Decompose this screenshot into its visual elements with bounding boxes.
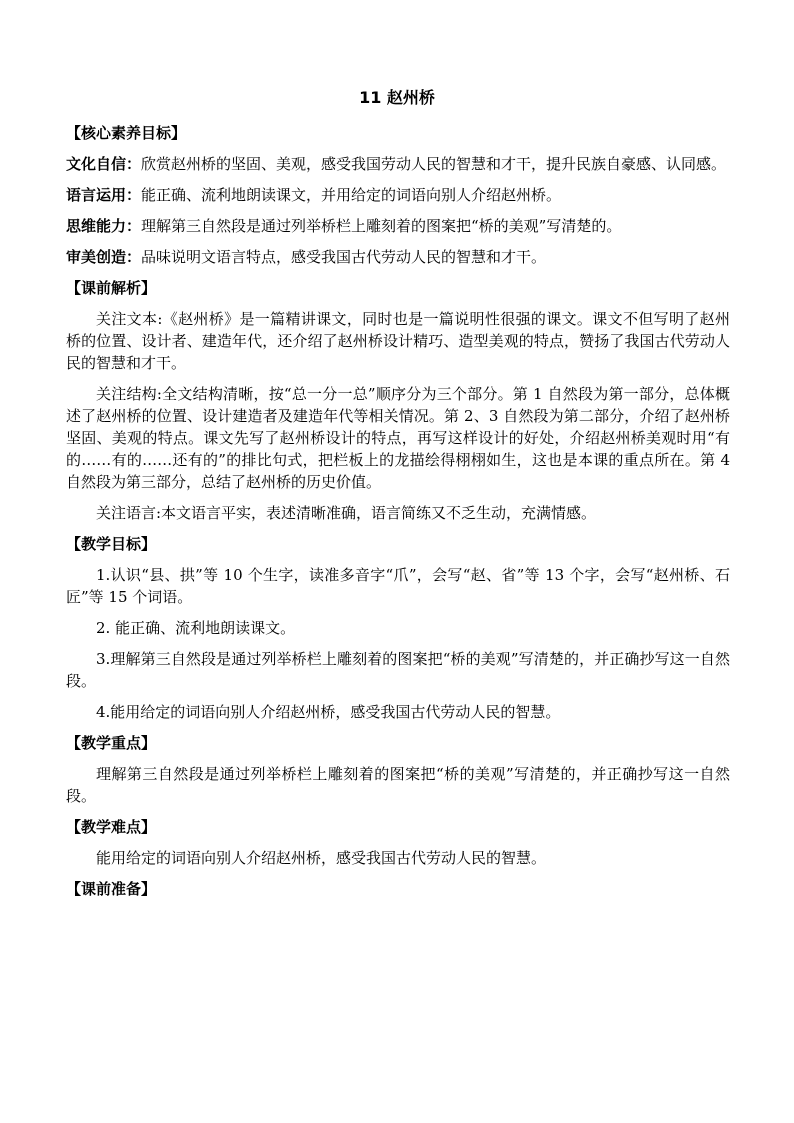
core-goal-language [66, 184, 730, 206]
section-heading-key-point: 【教学重点】 [66, 734, 157, 752]
document-body [66, 122, 730, 909]
core-goal-text: 欣赏赵州桥的坚固、美观，感受我国劳动人民的智慧和才干，提升民族自豪感、认同感。 [141, 155, 727, 173]
section-heading-analysis: 【课前解析】 [66, 279, 157, 297]
core-goal-text: 能正确、流利地朗读课文，并用给定的词语向别人介绍赵州桥。 [141, 186, 562, 204]
core-goal-label: 思维能力： [66, 217, 142, 235]
analysis-paragraph-text: 关注文本:《赵州桥》是一篇精讲课文，同时也是一篇说明性很强的课文。课文不但写明了赵州桥的位置、设计者、建造年代，还介绍了赵州桥设计精巧、造型美观的特点，赞扬了我国古代劳动人民的智慧和才干。 [66, 310, 730, 372]
section-heading-core-goals: 【核心素养目标】 [66, 124, 187, 142]
core-goal-label: 文化自信： [66, 155, 142, 173]
core-goal-aesthetic [66, 246, 730, 268]
teaching-goal-item: 2. 能正确、流利地朗读课文。 [96, 619, 296, 637]
core-goal-text: 品味说明文语言特点，感受我国古代劳动人民的智慧和才干。 [141, 248, 547, 266]
section-heading-teaching-goals: 【教学目标】 [66, 535, 157, 553]
core-goal-thinking [66, 215, 730, 237]
core-goal-label: 审美创造： [66, 248, 142, 266]
teaching-goal-item: 1.认识“县、拱”等 10 个生字，读准多音字“爪”，会写“赵、省”等 13 个字，会写“赵州桥、石匠”等 15 个词语。 [66, 566, 730, 606]
section-heading-preparation: 【课前准备】 [66, 880, 157, 898]
analysis-paragraph-language: 关注语言:本文语言平实，表述清晰准确，语言简练又不乏生动，充满情感。 [96, 504, 597, 522]
document-title: 11 赵州桥 [359, 88, 435, 107]
core-goal-culture [66, 153, 730, 175]
core-goal-text: 理解第三自然段是通过列举桥栏上雕刻着的图案把“桥的美观”写清楚的。 [141, 217, 622, 235]
core-goal-label: 语言运用： [66, 186, 142, 204]
difficulty-text: 能用给定的词语向别人介绍赵州桥，感受我国古代劳动人民的智慧。 [96, 849, 547, 867]
teaching-goal-item: 3.理解第三自然段是通过列举桥栏上雕刻着的图案把“桥的美观”写清楚的，并正确抄写这一自然段。 [66, 650, 730, 690]
section-heading-difficulty: 【教学难点】 [66, 818, 157, 836]
key-point-text: 理解第三自然段是通过列举桥栏上雕刻着的图案把“桥的美观”写清楚的，并正确抄写这一自然段。 [66, 765, 730, 805]
teaching-goal-item: 4.能用给定的词语向别人介绍赵州桥，感受我国古代劳动人民的智慧。 [96, 703, 561, 721]
analysis-paragraph-structure: 关注结构:全文结构清晰，按“总一分一总”顺序分为三个部分。第 1 自然段为第一部分，总体概述了赵州桥的位置、设计建造者及建造年代等相关情况。第 2、3 自然段为第二部分，介绍了赵州桥坚固、美观的特点。课文先写了赵州桥设计的特点，再写这样设计的好处，介绍赵州桥美观时用“有的……有的……还有的”的排比句式，把栏板上的龙描绘得栩栩如生，这也是本课的重点所在。第 4 自然段为第三部分，总结了赵州桥的历史价值。 [66, 385, 730, 491]
